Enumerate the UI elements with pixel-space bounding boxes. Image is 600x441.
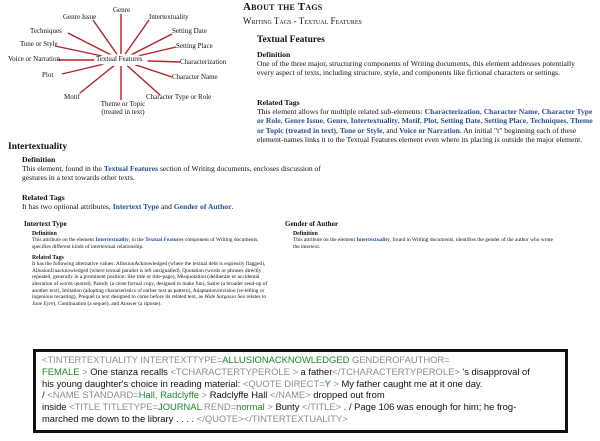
itype-related-label: Related Tags: [32, 255, 64, 262]
code-tag: GENDEROFAUTHOR=: [349, 354, 450, 365]
itype-def-mid: , in the: [128, 237, 144, 243]
label-genre-issue: Genre Issue: [63, 13, 97, 21]
code-tag: >: [264, 401, 276, 413]
tf-related-intro: This element allows for multiple related sub-elements:: [257, 107, 423, 117]
itype-related-end: ), Continuation (a sequel), and Answer (a riposte).: [53, 300, 162, 307]
textual-features-diagram: [0, 0, 240, 150]
code-text: inside: [42, 401, 70, 413]
gender-definition-label: Definition: [293, 231, 318, 237]
page-subtitle: Writing Tags - Textual Features: [243, 16, 362, 26]
label-character-type: Character Type or Role: [146, 93, 212, 101]
code-text: One stanza recalls: [90, 365, 171, 377]
code-tag: </TINTERTEXTUALITY>: [243, 412, 348, 424]
tf-related-outro: . An initial "t" beginning each of these element-names links it to the Textual Features element even where its placing is outside the major element.: [257, 125, 583, 144]
code-value: Hall, Radclyffe: [138, 389, 200, 401]
code-line-5: [42, 401, 559, 413]
code-text: Bunty: [275, 401, 303, 413]
tf-link-voice[interactable]: Voice or Narration: [399, 125, 460, 135]
label-theme-line1: Theme or Topic: [100, 100, 146, 108]
tf-definition-block: [257, 50, 593, 78]
label-theme-line2: (treated in text): [101, 108, 145, 116]
code-text: Radclyffe Hall: [209, 389, 270, 401]
intertextuality-heading: Intertextuality: [8, 142, 68, 152]
code-text: a father: [297, 365, 333, 377]
code-tag: >: [330, 377, 342, 389]
intertext-type-section: [24, 220, 272, 307]
code-text: marched me down to the library . . . .: [42, 412, 197, 424]
code-tag: </QUOTE>: [196, 412, 244, 424]
it-def-pre: This element, found in the: [22, 164, 102, 174]
gender-author-heading: Gender of Author: [285, 220, 339, 228]
tf-related-text: [257, 107, 593, 144]
code-tag: <NAME STANDARD=: [47, 389, 139, 401]
spoke-genre-issue: [93, 20, 121, 60]
itype-ital-2: Jane Eyre: [32, 300, 54, 307]
code-line-3: [42, 378, 559, 390]
tf-related-link[interactable]: Genre Issue: [284, 116, 323, 126]
code-tag: <TITLE TITLETYPE=: [69, 401, 159, 413]
label-techniques: Techniques: [30, 27, 62, 35]
gender-definition-text: [293, 237, 555, 250]
code-line-6: [42, 413, 559, 425]
gender-author-section: [285, 220, 555, 250]
code-text: My father caught me at it one day.: [341, 377, 483, 389]
code-tag: </TCHARACTERTYPEROLE>: [332, 365, 460, 377]
it-definition-text: [22, 164, 322, 182]
tf-related-link[interactable]: Plot: [423, 116, 437, 126]
it-def-post: section of Writing documents, encloses discussion of gestures in a text towards other texts.: [22, 164, 321, 183]
itype-link-intertextuality[interactable]: Intertextuality: [95, 237, 129, 243]
label-voice: Voice or Narration: [8, 55, 60, 63]
itype-related-body: It has the following alternative values: AllusionAcknowledged (where the textual debt is expressly flagged), AllusionUnacknowledged (where textual parallel is left unsignalled), Quotation (words or phrases directly repeated, generally in a prominent position: like title or title-page), Misquotation (deliberate or accidental alteration of words quoted), Parody (a close formal copy, designed to make fun), Satire (a broader send-up of another text), Imitation (adopting characteristics of earlier text as pattern), Adaptation/revision (re-telling or ingenious recasting), Prequel (a text designed to come before its related text, as: [32, 261, 268, 301]
code-tag: <TINTERTEXTUALITY INTERTEXTTYPE=: [42, 354, 223, 365]
label-characterization: Characterization: [180, 58, 227, 66]
page-title: About the Tags: [243, 1, 323, 13]
itype-related-text: [32, 261, 272, 307]
itype-ital-1: Wide Sargasso Sea: [204, 294, 246, 301]
it-related-text: [22, 202, 582, 211]
code-value: Y: [324, 377, 331, 389]
textual-features-heading: Textual Features: [257, 35, 325, 45]
gender-def-pre: This attribute on the element: [293, 237, 355, 243]
it-rel-pre: It has two optional attributes,: [22, 202, 111, 212]
code-text: 's disapproval of: [459, 365, 530, 377]
it-rel-and: and: [160, 202, 172, 212]
tf-related-link[interactable]: Characterization: [424, 107, 480, 117]
label-intertextuality: Intertextuality: [149, 13, 189, 21]
code-value: FEMALE: [42, 365, 80, 377]
code-text: his young daughter's choice in reading material:: [42, 377, 243, 389]
label-motif: Motif: [64, 93, 80, 101]
code-tag: >: [79, 365, 91, 377]
tf-related-link[interactable]: Motif: [401, 116, 420, 126]
itype-rel: relates to: [246, 294, 267, 301]
code-tag: REND=: [201, 401, 237, 413]
code-value: normal: [236, 401, 265, 413]
label-tone-style: Tone or Style: [20, 40, 58, 48]
tf-definition-label: Definition: [257, 50, 291, 59]
gender-def-post: , found in Writing documents, identifies the gender of the author who wrote the intertext.: [293, 237, 554, 250]
gender-link-intertextuality[interactable]: Intertextuality: [356, 237, 390, 243]
code-tag: <TCHARACTERTYPEROLE >: [170, 365, 298, 377]
it-related-label: Related Tags: [22, 193, 65, 202]
code-value: JOURNAL: [158, 401, 202, 413]
it-rel-end: .: [231, 202, 234, 212]
label-center: Textual Features: [96, 55, 143, 63]
tf-definition-text: One of the three major, structuring components of Writing documents, this element addresses potentially every aspect of texts, including structure, style, and components like fictional characters or settings.: [257, 59, 575, 78]
itype-link-textual-features[interactable]: Textual Features: [145, 237, 184, 243]
tf-related-block: [257, 98, 593, 144]
code-tag: </TITLE>: [302, 401, 342, 413]
it-link-intertext-type[interactable]: Intertext Type: [112, 202, 160, 212]
tf-related-link[interactable]: Character Name: [483, 107, 538, 117]
label-plot: Plot: [42, 71, 54, 79]
tf-related-link[interactable]: Setting Place: [484, 116, 527, 126]
it-definition-block: [22, 155, 582, 183]
label-genre: Genre: [113, 6, 131, 14]
it-link-textual-features[interactable]: Textual Features: [103, 164, 159, 174]
tf-related-link[interactable]: Tone or Style: [339, 125, 383, 135]
it-link-gender-author[interactable]: Gender of Author: [173, 202, 232, 212]
tf-related-and: and: [386, 125, 398, 135]
it-definition-label: Definition: [22, 155, 56, 164]
code-tag: </NAME>: [269, 389, 311, 401]
intertext-type-heading: Intertext Type: [24, 220, 67, 228]
tf-related-link[interactable]: Intertextuality: [350, 116, 398, 126]
code-text: . / Page 106 was enough for him; he frog-: [341, 401, 517, 413]
code-line-1: [42, 354, 559, 366]
tf-related-link[interactable]: Character Type or Role: [257, 107, 593, 126]
itype-def-pre: This attribute on the element: [32, 237, 94, 243]
markup-example-box: [33, 349, 568, 433]
code-text: /: [42, 389, 48, 401]
label-setting-place: Setting Place: [176, 42, 213, 50]
itype-def-post: component of Writing documents, specifies different kinds of intertextual relationship.: [32, 237, 259, 250]
code-text: dropped out from: [310, 389, 385, 401]
tf-related-link[interactable]: Setting Date: [440, 116, 481, 126]
label-theme: [98, 100, 148, 116]
label-setting-date: Setting Date: [172, 27, 207, 35]
tf-related-link[interactable]: Techniques: [529, 116, 567, 126]
tf-related-links: Characterization, Character Name, Character Type or Role, Genre Issue, Genre, Intertextuality, Motif, Plot, Setting Date, Setting Place, Techniques, Theme or Topic (treated in text), Tone or Style,: [257, 107, 593, 135]
it-related-block: [22, 193, 582, 211]
itype-definition-label: Definition: [32, 231, 57, 237]
tf-related-link[interactable]: Theme or Topic (treated in text): [257, 116, 593, 135]
code-line-2: [42, 366, 559, 378]
label-character-name: Character Name: [172, 73, 218, 81]
tf-related-link[interactable]: Genre: [326, 116, 347, 126]
tf-related-label: Related Tags: [257, 98, 300, 107]
code-line-4: [42, 389, 559, 401]
code-tag: >: [199, 389, 210, 401]
code-tag: <QUOTE DIRECT=: [242, 377, 325, 389]
itype-definition-text: [32, 237, 272, 250]
code-value: ALLUSIONACKNOWLEDGED: [222, 354, 350, 365]
